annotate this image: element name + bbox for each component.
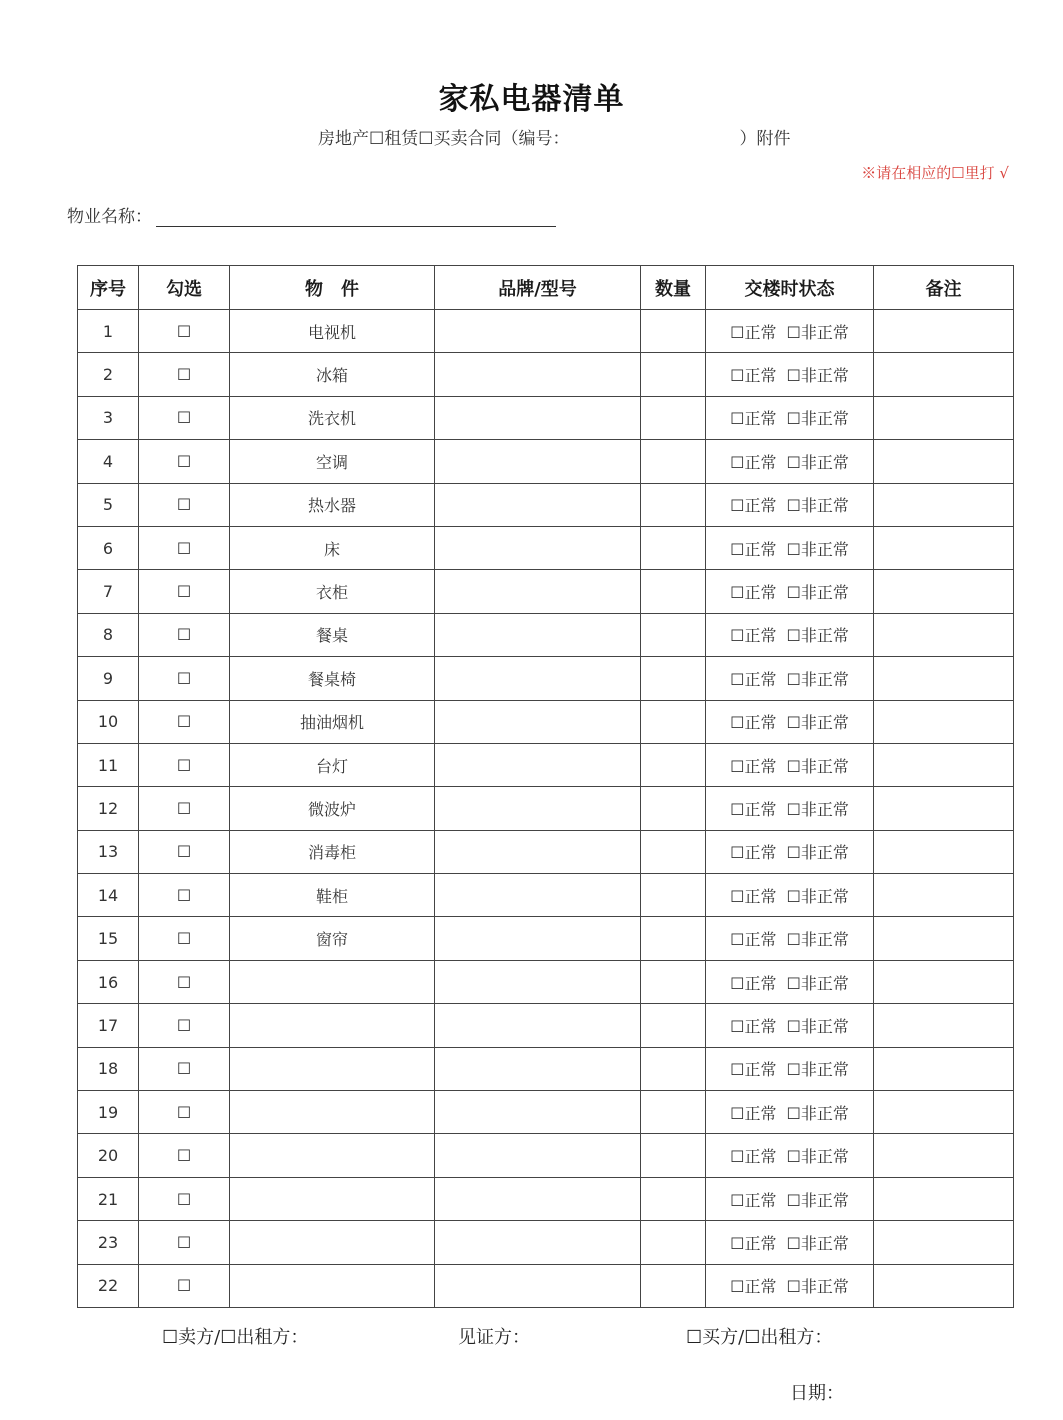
row-brand-field[interactable] [435,570,641,613]
row-status [706,1134,874,1177]
row-qty-field[interactable] [641,440,706,483]
table-row [78,1004,1014,1047]
row-item [230,1091,435,1134]
row-seq: 5 [78,483,139,526]
row-status [706,657,874,700]
seller-signature-label: ☐卖方/☐出租方： [162,1327,309,1348]
row-remark-field[interactable] [874,1004,1014,1047]
row-checkbox[interactable]: ☐ [139,787,230,830]
row-qty-field[interactable] [641,787,706,830]
status-abnormal-option[interactable]: ☐非正常 [786,1147,849,1167]
table-row [78,353,1014,396]
row-remark-field[interactable] [874,1091,1014,1134]
row-brand-field[interactable] [435,396,641,439]
status-abnormal-option[interactable]: ☐非正常 [786,583,849,603]
row-checkbox[interactable]: ☐ [139,1264,230,1307]
row-brand-field[interactable] [435,743,641,786]
row-remark-field[interactable] [874,830,1014,873]
row-brand-field[interactable] [435,483,641,526]
row-status [706,917,874,960]
header-remark: 备注 [874,266,1014,310]
table-row [78,526,1014,569]
status-normal-option[interactable]: ☐正常 [730,583,777,603]
row-item: 餐桌椅 [230,657,435,700]
status-normal-option[interactable]: ☐正常 [730,1277,777,1297]
row-checkbox[interactable]: ☐ [139,1221,230,1264]
row-remark-field[interactable] [874,310,1014,353]
buyer-signature-label: ☐买方/☐出租方： [686,1327,833,1348]
status-normal-option[interactable]: ☐正常 [730,1147,777,1167]
status-normal-option[interactable]: ☐正常 [730,930,777,950]
row-status [706,1091,874,1134]
row-checkbox[interactable]: ☐ [139,1047,230,1090]
status-abnormal-option[interactable]: ☐非正常 [786,930,849,950]
status-abnormal-option[interactable]: ☐非正常 [786,1016,849,1036]
row-remark-field[interactable] [874,743,1014,786]
row-brand-field[interactable] [435,700,641,743]
status-abnormal-option[interactable]: ☐非正常 [786,713,849,733]
row-remark-field[interactable] [874,787,1014,830]
row-brand-field[interactable] [435,1004,641,1047]
row-remark-field[interactable] [874,353,1014,396]
status-abnormal-option[interactable]: ☐非正常 [786,886,849,906]
row-checkbox[interactable]: ☐ [139,1177,230,1220]
row-item [230,1004,435,1047]
table-row [78,613,1014,656]
status-normal-option[interactable]: ☐正常 [730,1233,777,1253]
row-remark-field[interactable] [874,396,1014,439]
row-seq: 10 [78,700,139,743]
status-normal-option[interactable]: ☐正常 [730,1016,777,1036]
status-normal-option[interactable]: ☐正常 [730,366,777,386]
row-status [706,483,874,526]
row-qty-field[interactable] [641,874,706,917]
row-brand-field[interactable] [435,657,641,700]
row-brand-field[interactable] [435,1047,641,1090]
status-abnormal-option[interactable]: ☐非正常 [786,366,849,386]
row-remark-field[interactable] [874,570,1014,613]
row-seq: 13 [78,830,139,873]
row-checkbox[interactable]: ☐ [139,917,230,960]
row-brand-field[interactable] [435,353,641,396]
row-item: 洗衣机 [230,396,435,439]
row-seq: 2 [78,353,139,396]
row-seq: 22 [78,1264,139,1307]
header-check: 勾选 [139,266,230,310]
row-seq: 19 [78,1091,139,1134]
row-item: 电视机 [230,310,435,353]
row-status [706,440,874,483]
row-status [706,830,874,873]
table-row [78,874,1014,917]
row-status [706,874,874,917]
table-row [78,1177,1014,1220]
witness-signature-label: 见证方： [458,1327,530,1348]
instruction-note: ※请在相应的☐里打 √ [861,164,1009,182]
row-status [706,570,874,613]
row-checkbox[interactable]: ☐ [139,1134,230,1177]
row-qty-field[interactable] [641,1091,706,1134]
row-remark-field[interactable] [874,526,1014,569]
status-abnormal-option[interactable]: ☐非正常 [786,1060,849,1080]
status-normal-option[interactable]: ☐正常 [730,409,777,429]
header-item: 物 件 [230,266,435,310]
row-seq: 11 [78,743,139,786]
row-brand-field[interactable] [435,1134,641,1177]
status-normal-option[interactable]: ☐正常 [730,322,777,342]
row-remark-field[interactable] [874,917,1014,960]
row-brand-field[interactable] [435,1221,641,1264]
status-abnormal-option[interactable]: ☐非正常 [786,973,849,993]
row-qty-field[interactable] [641,960,706,1003]
row-checkbox[interactable]: ☐ [139,1091,230,1134]
row-checkbox[interactable]: ☐ [139,874,230,917]
row-remark-field[interactable] [874,657,1014,700]
row-status [706,1004,874,1047]
table-row [78,657,1014,700]
table-row [78,917,1014,960]
row-seq: 4 [78,440,139,483]
row-qty-field[interactable] [641,700,706,743]
table-row [78,700,1014,743]
row-brand-field[interactable] [435,917,641,960]
property-name-field[interactable] [156,206,556,227]
status-normal-option[interactable]: ☐正常 [730,1190,777,1210]
row-status [706,787,874,830]
row-seq: 3 [78,396,139,439]
table-row [78,1134,1014,1177]
row-qty-field[interactable] [641,483,706,526]
row-checkbox[interactable]: ☐ [139,526,230,569]
row-remark-field[interactable] [874,440,1014,483]
status-normal-option[interactable]: ☐正常 [730,496,777,516]
header-status: 交楼时状态 [706,266,874,310]
row-seq: 16 [78,960,139,1003]
row-qty-field[interactable] [641,310,706,353]
table-row [78,787,1014,830]
row-status [706,700,874,743]
row-qty-field[interactable] [641,1264,706,1307]
document-title: 家私电器清单 [438,82,625,117]
row-qty-field[interactable] [641,830,706,873]
row-remark-field[interactable] [874,960,1014,1003]
row-item: 微波炉 [230,787,435,830]
table-row [78,1221,1014,1264]
status-normal-option[interactable]: ☐正常 [730,539,777,559]
header-brand: 品牌/型号 [435,266,641,310]
row-item: 餐桌 [230,613,435,656]
row-brand-field[interactable] [435,830,641,873]
row-item [230,1134,435,1177]
contract-subtitle-suffix: ）附件 [739,129,791,149]
row-checkbox[interactable]: ☐ [139,353,230,396]
table-row [78,440,1014,483]
table-row [78,960,1014,1003]
row-item [230,1047,435,1090]
row-qty-field[interactable] [641,1047,706,1090]
table-row [78,570,1014,613]
status-abnormal-option[interactable]: ☐非正常 [786,409,849,429]
row-brand-field[interactable] [435,526,641,569]
status-abnormal-option[interactable]: ☐非正常 [786,1103,849,1123]
contract-subtitle [318,124,790,149]
status-normal-option[interactable]: ☐正常 [730,452,777,472]
status-abnormal-option[interactable]: ☐非正常 [786,756,849,776]
row-seq: 8 [78,613,139,656]
row-qty-field[interactable] [641,353,706,396]
status-abnormal-option[interactable]: ☐非正常 [786,496,849,516]
row-remark-field[interactable] [874,1221,1014,1264]
header-seq: 序号 [78,266,139,310]
row-status [706,613,874,656]
row-remark-field[interactable] [874,1264,1014,1307]
row-checkbox[interactable]: ☐ [139,396,230,439]
table-row [78,830,1014,873]
row-status [706,1264,874,1307]
row-qty-field[interactable] [641,570,706,613]
row-item: 鞋柜 [230,874,435,917]
row-status [706,396,874,439]
row-status [706,743,874,786]
row-item: 衣柜 [230,570,435,613]
property-name-label: 物业名称： [67,207,152,227]
status-abnormal-option[interactable]: ☐非正常 [786,1277,849,1297]
table-header-row [78,266,1014,310]
row-item: 窗帘 [230,917,435,960]
row-status [706,310,874,353]
table-row [78,1047,1014,1090]
row-brand-field[interactable] [435,1091,641,1134]
row-brand-field[interactable] [435,310,641,353]
inventory-table [77,265,1014,1308]
row-item: 台灯 [230,743,435,786]
row-seq: 12 [78,787,139,830]
status-normal-option[interactable]: ☐正常 [730,886,777,906]
row-qty-field[interactable] [641,1177,706,1220]
table-row [78,483,1014,526]
row-qty-field[interactable] [641,1134,706,1177]
row-checkbox[interactable]: ☐ [139,743,230,786]
row-status [706,353,874,396]
row-seq: 1 [78,310,139,353]
row-qty-field[interactable] [641,657,706,700]
row-qty-field[interactable] [641,917,706,960]
property-name-row [67,202,556,227]
status-normal-option[interactable]: ☐正常 [730,799,777,819]
row-checkbox[interactable]: ☐ [139,960,230,1003]
table-row [78,743,1014,786]
row-item: 冰箱 [230,353,435,396]
row-checkbox[interactable]: ☐ [139,1004,230,1047]
status-normal-option[interactable]: ☐正常 [730,669,777,689]
status-abnormal-option[interactable]: ☐非正常 [786,1190,849,1210]
row-brand-field[interactable] [435,1177,641,1220]
table-row [78,1264,1014,1307]
status-abnormal-option[interactable]: ☐非正常 [786,799,849,819]
row-remark-field[interactable] [874,874,1014,917]
row-qty-field[interactable] [641,1221,706,1264]
row-checkbox[interactable]: ☐ [139,483,230,526]
row-brand-field[interactable] [435,787,641,830]
row-status [706,1221,874,1264]
row-status [706,526,874,569]
row-item: 抽油烟机 [230,700,435,743]
row-checkbox[interactable]: ☐ [139,570,230,613]
status-abnormal-option[interactable]: ☐非正常 [786,1233,849,1253]
row-item: 床 [230,526,435,569]
row-qty-field[interactable] [641,1004,706,1047]
status-abnormal-option[interactable]: ☐非正常 [786,539,849,559]
row-qty-field[interactable] [641,396,706,439]
row-brand-field[interactable] [435,613,641,656]
table-row [78,310,1014,353]
status-abnormal-option[interactable]: ☐非正常 [786,669,849,689]
row-checkbox[interactable]: ☐ [139,657,230,700]
contract-subtitle-prefix: 房地产☐租赁☐买卖合同（编号： [318,129,570,149]
status-normal-option[interactable]: ☐正常 [730,973,777,993]
row-seq: 9 [78,657,139,700]
row-qty-field[interactable] [641,526,706,569]
status-normal-option[interactable]: ☐正常 [730,756,777,776]
row-brand-field[interactable] [435,874,641,917]
row-remark-field[interactable] [874,700,1014,743]
row-item [230,1221,435,1264]
row-item: 热水器 [230,483,435,526]
row-status [706,960,874,1003]
row-item [230,1177,435,1220]
header-qty: 数量 [641,266,706,310]
row-seq: 21 [78,1177,139,1220]
status-abnormal-option[interactable]: ☐非正常 [786,452,849,472]
row-remark-field[interactable] [874,1047,1014,1090]
status-normal-option[interactable]: ☐正常 [730,626,777,646]
row-checkbox[interactable]: ☐ [139,613,230,656]
row-remark-field[interactable] [874,613,1014,656]
row-checkbox[interactable]: ☐ [139,310,230,353]
row-seq: 14 [78,874,139,917]
row-item [230,960,435,1003]
row-seq: 23 [78,1221,139,1264]
status-normal-option[interactable]: ☐正常 [730,1060,777,1080]
row-seq: 6 [78,526,139,569]
row-seq: 18 [78,1047,139,1090]
status-normal-option[interactable]: ☐正常 [730,713,777,733]
row-item [230,1264,435,1307]
row-qty-field[interactable] [641,613,706,656]
status-abnormal-option[interactable]: ☐非正常 [786,843,849,863]
row-seq: 7 [78,570,139,613]
row-qty-field[interactable] [641,743,706,786]
row-checkbox[interactable]: ☐ [139,440,230,483]
row-status [706,1177,874,1220]
row-status [706,1047,874,1090]
status-abnormal-option[interactable]: ☐非正常 [786,322,849,342]
row-remark-field[interactable] [874,483,1014,526]
row-remark-field[interactable] [874,1177,1014,1220]
row-remark-field[interactable] [874,1134,1014,1177]
row-seq: 20 [78,1134,139,1177]
row-seq: 15 [78,917,139,960]
status-normal-option[interactable]: ☐正常 [730,1103,777,1123]
row-brand-field[interactable] [435,1264,641,1307]
table-body [78,310,1014,1308]
table-row [78,1091,1014,1134]
row-checkbox[interactable]: ☐ [139,700,230,743]
status-normal-option[interactable]: ☐正常 [730,843,777,863]
row-checkbox[interactable]: ☐ [139,830,230,873]
date-label: 日期： [790,1383,844,1404]
row-item: 消毒柜 [230,830,435,873]
row-brand-field[interactable] [435,440,641,483]
row-item: 空调 [230,440,435,483]
table-row [78,396,1014,439]
status-abnormal-option[interactable]: ☐非正常 [786,626,849,646]
row-seq: 17 [78,1004,139,1047]
row-brand-field[interactable] [435,960,641,1003]
